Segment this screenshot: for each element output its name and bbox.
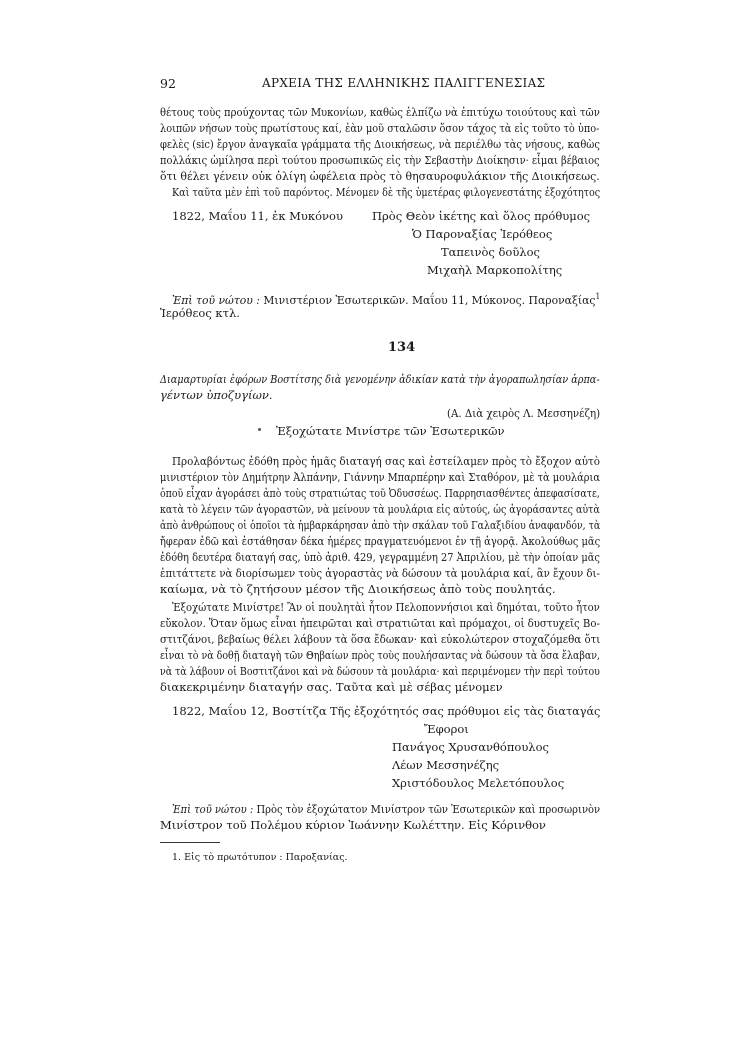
footnote-mark: 1 <box>595 292 601 301</box>
doc134-hand-note: (Α. Διὰ χειρὸς Λ. Μεσσηνέζη) <box>447 406 601 420</box>
document-number: 134 <box>388 340 416 355</box>
doc133-line: πολλάκις ὡμίλησα περὶ τούτου προσωπικῶς εἰς τὴν Σεβαστὴν Διοίκησιν· εἶμαι βέβαιος <box>160 153 600 167</box>
doc134-line: ἐπιτάττετε νὰ διορίσωμεν τοὺς ἀγοραστὰς νὰ δώσουν τὰ μουλάρια καί, ἂν ἔχουν δι- <box>160 566 600 580</box>
verso-label: Ἐπὶ τοῦ νώτου : <box>172 292 260 307</box>
doc133-verso-cont: Ἱερόθεος κτλ. <box>160 306 240 320</box>
doc133-signature: Ὁ Παροναξίας Ἱερόθεος <box>412 227 553 241</box>
doc134-title-line: γέντων ὑποζυγίων. <box>160 388 273 402</box>
doc134-line: Ἐξοχώτατε Μινίστρε! Ἂν οἱ πουλητὰὶ ἦτον Πελοποννήσιοι καὶ δημόται, τοῦτο ἦτον <box>172 600 600 614</box>
doc134-title-line: Διαμαρτυρίαι ἐφόρων Βοστίτσης διὰ γενομένην ἀδικίαν κατὰ τὴν ἀγοραπωλησίαν ἁρπα- <box>160 372 600 386</box>
doc133-date-place: 1822, Μαΐου 11, ἐκ Μυκόνου <box>172 209 343 223</box>
doc133-closing: Πρὸς Θεὸν ἱκέτης καὶ ὅλος πρόθυμος <box>372 209 591 223</box>
verso-text: Πρὸς τὸν ἐξοχώτατον Μινίστρον τῶν Ἐσωτερικῶν καὶ προσωρινὸν <box>256 802 601 816</box>
verso-label: Ἐπὶ τοῦ νώτου : <box>172 802 254 816</box>
verso-text: Μινιστέριον Ἐσωτερικῶν. Μαΐου 11, Μύκονος. Παροναξίας <box>263 292 596 307</box>
doc134-line: ὁποῦ εἶχαν ἀγοράσει ἀπὸ τοὺς στρατιώτας τοῦ Ὀδυσσέως. Παρρησιασθέντες ἀπεφασίσατε, <box>160 486 600 500</box>
doc133-signature: Ταπεινὸς δοῦλος <box>441 245 540 259</box>
doc134-line: ἀπὸ ἀνθρώπους οἱ ὁποῖοι τὰ ἡμβαρκάρησαν ἀπὸ τὴν σκάλαν τοῦ Γαλαξιδίου ἀναφανδόν, τὰ <box>160 518 601 532</box>
doc134-line: κατὰ τὸ λέγειν τῶν ἀγοραστῶν, νὰ μείνουν τὰ μουλάρια εἰς αὐτούς, ὡς ἀγοράσαντες αὐτὰ <box>160 502 600 516</box>
doc134-closing: Τῆς ἐξοχότητός σας πρόθυμοι εἰς τὰς διαταγάς <box>330 704 601 718</box>
doc134-signature: Χριστόδουλος Μελετόπουλος <box>392 776 565 790</box>
page-number: 92 <box>160 76 176 91</box>
doc134-signature: Λέων Μεσσηνέζης <box>392 758 500 772</box>
doc134-signature: Πανάγος Χρυσανθόπουλος <box>392 740 549 754</box>
doc134-line: διακεκριμένην διαταγήν σας. Ταῦτα καὶ μὲ σέβας μένομεν <box>160 680 503 694</box>
doc134-line: εὔκολον. Ὅταν ὅμως εἶναι ἠπειρῶται καὶ στρατιῶται καὶ πρόμαχοι, οἱ δυστυχεῖς Βο- <box>160 616 600 630</box>
doc134-date-place: 1822, Μαΐου 12, Βοστίτζα <box>172 704 327 718</box>
doc134-line: ἤφεραν ἐδῶ καὶ ἐστάθησαν δέκα ἡμέρες πραγματευόμενοι ἐν τῇ ἀγορᾷ. Ἀκολούθως μᾶς <box>160 534 601 548</box>
doc133-line: φελὲς (sic) ἔργον ἀναγκαῖα γράμματα τῆς Διοικήσεως, νὰ περιέλθω τὰς νήσους, καθὼς <box>160 137 600 151</box>
doc134-line: νὰ τὰ λάβουν οἱ Βοστιτζάνοι καὶ νὰ δώσουν τὰ μουλάρια· καὶ περιμένομεν τὴν περὶ τούτου <box>160 664 600 678</box>
doc134-line: καίωμα, νὰ τὸ ζητήσουν μέσον τῆς Διοικήσεως ἀπὸ τοὺς πουλητάς. <box>160 582 556 596</box>
running-title: ΑΡΧΕΙΑ ΤΗΣ ΕΛΛΗΝΙΚΗΣ ΠΑΛΙΓΓΕΝΕΣΙΑΣ <box>262 76 546 90</box>
speck-mark <box>258 428 261 431</box>
doc134-verso-cont: Μινίστρον τοῦ Πολέμου κύριον Ἰωάννην Κωλέττην. Εἰς Κόρινθον <box>160 818 546 832</box>
doc133-verso <box>172 290 600 307</box>
doc134-signature: Ἔφοροι <box>424 722 469 736</box>
doc133-line: θέτους τοὺς προύχοντας τῶν Μυκονίων, καθὼς ἐλπίζω νὰ ἐπιτύχω τοιούτους καὶ τῶν <box>160 105 600 119</box>
doc134-verso <box>172 802 600 816</box>
doc134-line: ἐδόθη δευτέρα διαταγή σας, ὑπὸ ἀριθ. 429, γεγραμμένη 27 Ἀπριλίου, μὲ τὴν ὁποίαν μᾶς <box>160 550 600 564</box>
footnote-rule <box>160 842 220 843</box>
doc134-line: Προλαβόντως ἐδόθη πρὸς ἡμᾶς διαταγή σας καὶ ἐστείλαμεν πρὸς τὸ ἔξοχον αὐτὸ <box>172 454 600 468</box>
doc134-line: στιτζάνοι, βεβαίως θέλει λάβουν τὰ ὅσα ἔδωκαν· καὶ εὐκολώτερον στοχαζόμεθα ὅτι <box>160 632 601 646</box>
footnote: 1. Εἰς τὸ πρωτότυπον : Παροξανίας. <box>172 852 348 863</box>
doc134-salutation: Ἐξοχώτατε Μινίστρε τῶν Ἐσωτερικῶν <box>276 424 505 438</box>
doc133-line: Καὶ ταῦτα μὲν ἐπὶ τοῦ παρόντος. Μένομεν δὲ τῆς ὑμετέρας φιλογενεστάτης ἐξοχότητος <box>172 185 601 199</box>
doc133-line: ὅτι θέλει γένειν οὐκ ὀλίγη ὠφέλεια πρὸς τὸ θησαυροφυλάκιον τῆς Διοικήσεως. <box>160 169 600 183</box>
doc134-line: εἶναι τὸ νὰ δοθῇ διαταγὴ τῶν Θηβαίων πρὸς τοὺς πουλήσαντας νὰ δώσουν τὰ ὅσα ἔλαβαν, <box>160 648 601 662</box>
doc133-signature: Μιχαὴλ Μαρκοπολίτης <box>427 263 563 277</box>
doc133-line: λοιπῶν νήσων τοὺς πρωτίστους καί, ἐὰν μοῦ σταλῶσιν ὅσον τάχος τὰ εἰς τοῦτο τὸ ὑπο- <box>160 121 600 135</box>
doc134-line: μινιστέριον τὸν Δημήτρην Ἀλπάνην, Γιάννην Μπαρπέρην καὶ Σταθόρον, μὲ τὰ μουλάρια <box>160 470 600 484</box>
